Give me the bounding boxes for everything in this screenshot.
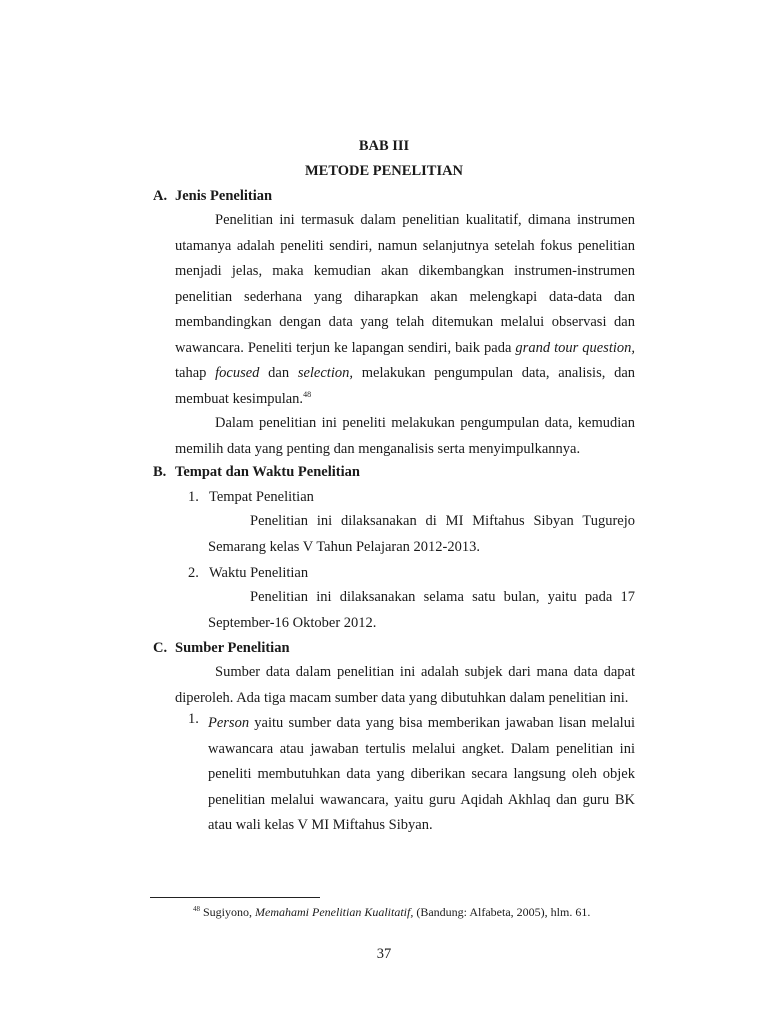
paragraph-text: tahap <box>175 365 216 381</box>
section-b-heading <box>153 464 360 481</box>
footnote-reference: 48 <box>303 389 312 399</box>
list-number: 2. <box>188 565 199 581</box>
term-grand-tour: grand tour question, <box>515 339 635 356</box>
section-a-letter: A. <box>153 188 168 204</box>
tempat-paragraph: Penelitian ini dilaksanakan di MI Miftahus Sibyan Tugurejo Semarang kelas V Tahun Pelajaran 2012-2013. <box>208 513 635 555</box>
paragraph-text: melakukan pengumpulan data, analisis, dan membuat kesimpulan. <box>175 365 636 407</box>
section-b-title: Tempat dan Waktu Penelitian <box>175 464 360 480</box>
paragraph-text: Penelitian ini termasuk dalam penelitian kualitatif, dimana instrumen utamanya adalah peneliti sendiri, namun selanjutnya setelah fokus penelitian menjadi jelas, maka kemudian akan dikembangkan instrumen-instrumen penelitian sederhana yang diharapkan akan melengkapi data-data dan membandingkan dengan data yang telah ditemukan melalui observasi dan wawancara. Peneliti terjun ke lapangan sendiri, baik pada <box>175 212 635 356</box>
waktu-paragraph: Penelitian ini dilaksanakan selama satu bulan, yaitu pada 17 September-16 Oktober 2012. <box>208 589 635 631</box>
footnote-book-title: Memahami Penelitian Kualitatif, <box>255 905 414 919</box>
list-item-waktu <box>188 565 308 582</box>
section-c-title: Sumber Penelitian <box>175 640 290 656</box>
footnote <box>193 905 590 920</box>
section-b-letter: B. <box>153 464 167 480</box>
section-c-heading <box>153 640 290 657</box>
paragraph-text: dan <box>259 365 298 381</box>
list-number: 1. <box>188 711 199 727</box>
section-c-letter: C. <box>153 640 168 656</box>
chapter-label: BAB III <box>358 138 410 154</box>
section-a-paragraph-1 <box>175 208 635 412</box>
footnote-publication: (Bandung: Alfabeta, 2005), hlm. 61. <box>413 905 591 919</box>
footnote-divider <box>150 897 320 898</box>
section-a-title: Jenis Penelitian <box>175 188 273 204</box>
chapter-title: METODE PENELITIAN <box>304 163 464 179</box>
list-item-label: Tempat Penelitian <box>209 489 314 505</box>
term-person: Person <box>208 715 250 731</box>
section-c-paragraph-1: Sumber data dalam penelitian ini adalah subjek dari mana data dapat diperoleh. Ada tiga macam sumber data yang dibutuhkan dalam penelitian ini. <box>175 664 635 706</box>
footnote-number: 48 <box>193 905 200 913</box>
list-item-label: Waktu Penelitian <box>209 565 309 581</box>
list-item-tempat <box>188 489 314 506</box>
person-list-item <box>208 711 635 839</box>
section-a-paragraph-2: Dalam penelitian ini peneliti melakukan pengumpulan data, kemudian memilih data yang penting dan menganalisis serta menyimpulkannya. <box>175 415 635 457</box>
footnote-author: Sugiyono, <box>200 905 256 919</box>
section-a-heading <box>153 188 272 205</box>
list-item-text: yaitu sumber data yang bisa memberikan jawaban lisan melalui wawancara atau jawaban tertulis melalui angket. Dalam penelitian ini peneliti membutuhkan data yang diberikan secara langsung oleh objek penelitian melalui wawancara, yaitu guru Aqidah Akhlaq dan guru BK atau wali kelas V MI Miftahus Sibyan. <box>208 715 635 833</box>
list-number: 1. <box>188 489 199 505</box>
term-focused: focused <box>215 365 260 381</box>
term-selection: selection, <box>297 365 353 381</box>
page-number: 37 <box>376 946 392 962</box>
